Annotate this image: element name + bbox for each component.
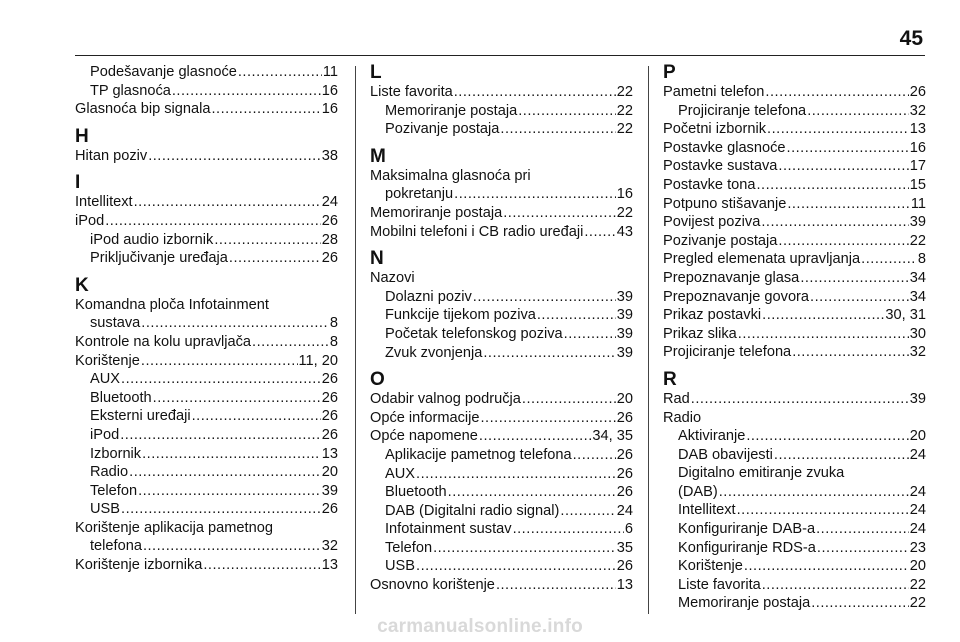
entry-page-ref: 11 <box>910 195 926 212</box>
entry-page-ref: 26 <box>616 446 633 463</box>
entry-text: Izbornik <box>90 445 142 462</box>
index-subentry <box>75 389 338 408</box>
leader-dots <box>500 120 615 139</box>
entry-page-ref: 26 <box>321 212 338 229</box>
entry-page-ref: 39 <box>616 307 633 324</box>
entry-page-ref: 26 <box>909 84 926 100</box>
index-subentry <box>75 370 338 389</box>
index-entry-heading: Digitalno emitiranje zvuka <box>678 465 845 482</box>
leader-dots <box>762 306 884 325</box>
entry-page-ref: 43 <box>616 223 633 240</box>
index-column-2 <box>370 63 633 595</box>
index-entry <box>663 269 926 288</box>
entry-text: Opće informacije <box>370 409 480 426</box>
entry-page-ref: 32 <box>909 344 926 361</box>
entry-page-ref: 16 <box>616 186 633 203</box>
index-subentry <box>663 594 926 613</box>
leader-dots <box>757 176 909 195</box>
watermark: carmanualsonline.info <box>377 616 583 637</box>
leader-dots <box>252 333 329 352</box>
leader-dots <box>762 576 909 595</box>
column-divider <box>648 66 649 614</box>
index-subentry <box>370 185 633 204</box>
entry-page-ref: 26 <box>321 501 338 518</box>
index-entry <box>663 232 926 251</box>
leader-dots <box>787 139 909 158</box>
index-subentry <box>370 446 633 465</box>
leader-dots <box>584 223 615 242</box>
leader-dots <box>792 343 909 362</box>
leader-dots <box>719 483 909 502</box>
entry-page-ref: 30, 31 <box>885 307 926 324</box>
entry-text: sustava <box>90 315 141 332</box>
entry-text: Pozivanje postaja <box>385 121 500 138</box>
leader-dots <box>143 537 321 556</box>
leader-dots <box>787 195 910 214</box>
index-subentry <box>663 520 926 539</box>
index-entry-heading: Maksimalna glasnoća pri <box>370 167 531 184</box>
leader-dots <box>573 446 616 465</box>
leader-dots <box>817 539 909 558</box>
index-subentry <box>663 501 926 520</box>
entry-text: USB <box>385 558 416 575</box>
index-letter-heading: R <box>663 368 677 390</box>
leader-dots <box>737 501 909 520</box>
entry-text: Pregled elemenata upravljanja <box>663 251 861 268</box>
leader-dots <box>537 306 616 325</box>
entry-page-ref: 23 <box>909 539 926 556</box>
entry-text: iPod <box>75 212 105 229</box>
entry-page-ref: 39 <box>909 390 926 407</box>
index-subentry <box>75 63 338 82</box>
entry-page-ref: 22 <box>909 576 926 593</box>
leader-dots <box>816 520 909 539</box>
leader-dots <box>518 102 616 121</box>
index-entry <box>663 157 926 176</box>
index-subentry <box>370 465 633 484</box>
entry-page-ref: 22 <box>909 595 926 612</box>
entry-text: Kontrole na kolu upravljača <box>75 333 252 350</box>
entry-text: Aplikacije pametnog telefona <box>385 446 572 463</box>
header-rule <box>75 55 925 56</box>
entry-text: Korištenje <box>678 558 743 575</box>
index-entry <box>75 212 338 231</box>
entry-page-ref: 39 <box>909 214 926 231</box>
leader-dots <box>433 539 616 558</box>
entry-text: Rad <box>663 390 690 407</box>
entry-text: Konfiguriranje DAB-a <box>678 521 816 538</box>
page-number: 45 <box>899 27 923 50</box>
index-subentry <box>370 306 633 325</box>
index-entry <box>75 333 338 352</box>
index-entry <box>663 139 926 158</box>
index-entry <box>663 250 926 269</box>
index-subentry <box>75 407 338 426</box>
leader-dots <box>134 193 321 212</box>
entry-text: Korištenje izbornika <box>75 557 203 574</box>
entry-text: Opće napomene <box>370 428 478 445</box>
entry-text: Povijest poziva <box>663 214 761 231</box>
leader-dots <box>120 426 321 445</box>
leader-dots <box>774 446 909 465</box>
index-entry <box>663 288 926 307</box>
entry-text: Prepoznavanje glasa <box>663 269 800 286</box>
entry-page-ref: 20 <box>909 428 926 445</box>
index-subentry <box>75 482 338 501</box>
index-column-3 <box>663 63 926 613</box>
index-subentry <box>75 463 338 482</box>
index-subentry <box>663 539 926 558</box>
entry-text: (DAB) <box>678 483 718 500</box>
leader-dots <box>810 288 909 307</box>
entry-text: Dolazni poziv <box>385 288 472 305</box>
leader-dots <box>211 100 320 119</box>
leader-dots <box>746 427 908 446</box>
entry-page-ref: 26 <box>321 426 338 443</box>
index-subentry <box>370 120 633 139</box>
entry-text: AUX <box>90 371 121 388</box>
index-entry <box>663 325 926 344</box>
entry-text: Prikaz postavki <box>663 307 762 324</box>
leader-dots <box>479 427 592 446</box>
leader-dots <box>811 594 909 613</box>
index-entry <box>75 556 338 575</box>
entry-page-ref: 22 <box>616 204 633 221</box>
entry-text: Prikaz slika <box>663 325 737 342</box>
leader-dots <box>738 325 909 344</box>
leader-dots <box>454 185 616 204</box>
entry-page-ref: 24 <box>909 502 926 519</box>
entry-page-ref: 17 <box>909 158 926 175</box>
entry-text: Postavke tona <box>663 176 756 193</box>
entry-text: Radio <box>90 464 129 481</box>
leader-dots <box>744 557 909 576</box>
entry-text: Priključivanje uređaja <box>90 250 228 267</box>
entry-text: USB <box>90 501 121 518</box>
leader-dots <box>192 407 321 426</box>
leader-dots <box>416 465 616 484</box>
entry-text: Pametni telefon <box>663 84 765 100</box>
entry-page-ref: 20 <box>616 391 633 408</box>
leader-dots <box>765 83 908 102</box>
entry-page-ref: 26 <box>616 409 633 426</box>
entry-page-ref: 26 <box>321 371 338 388</box>
entry-page-ref: 28 <box>321 231 338 248</box>
entry-page-ref: 20 <box>909 558 926 575</box>
entry-text: telefona <box>90 538 142 555</box>
entry-text: DAB (Digitalni radio signal) <box>385 502 560 519</box>
leader-dots <box>214 231 320 250</box>
entry-page-ref: 8 <box>329 333 338 350</box>
entry-text: Pozivanje postaja <box>663 232 778 249</box>
entry-text: Bluetooth <box>90 389 152 406</box>
entry-page-ref: 26 <box>616 465 633 482</box>
index-subentry <box>663 102 926 121</box>
leader-dots <box>141 352 298 371</box>
leader-dots <box>473 288 616 307</box>
entry-text: Konfiguriranje RDS-a <box>678 539 816 556</box>
entry-page-ref: 35 <box>616 539 633 556</box>
index-letter-heading: H <box>75 125 89 147</box>
entry-page-ref: 22 <box>616 121 633 138</box>
entry-page-ref: 24 <box>909 483 926 500</box>
entry-text: TP glasnoća <box>90 82 171 99</box>
leader-dots <box>800 269 908 288</box>
leader-dots <box>767 120 909 139</box>
entry-page-ref: 16 <box>321 82 338 99</box>
entry-text: Osnovno korištenje <box>370 577 495 594</box>
leader-dots <box>454 83 616 102</box>
entry-page-ref: 11, 20 <box>298 352 338 369</box>
entry-text: Telefon <box>385 539 433 556</box>
entry-text: Aktiviranje <box>678 428 746 445</box>
index-entry-heading: Komandna ploča Infotainment <box>75 296 269 313</box>
entry-page-ref: 20 <box>321 464 338 481</box>
index-entry <box>370 83 633 102</box>
index-entry <box>663 120 926 139</box>
index-subentry <box>370 325 633 344</box>
entry-page-ref: 26 <box>321 389 338 406</box>
leader-dots <box>861 250 917 269</box>
entry-page-ref: 26 <box>321 408 338 425</box>
index-entry <box>75 100 338 119</box>
index-entry-heading: Korištenje aplikacija pametnog <box>75 519 273 536</box>
entry-page-ref: 16 <box>321 101 338 118</box>
index-subentry <box>663 427 926 446</box>
index-entry <box>663 390 926 409</box>
entry-text: Funkcije tijekom poziva <box>385 307 536 324</box>
index-letter-heading: P <box>663 62 676 83</box>
entry-page-ref: 13 <box>909 121 926 138</box>
index-subentry <box>75 537 338 556</box>
leader-dots <box>522 390 616 409</box>
index-subentry <box>663 576 926 595</box>
entry-page-ref: 39 <box>616 288 633 305</box>
entry-text: Intellitext <box>75 194 133 211</box>
entry-page-ref: 22 <box>909 232 926 249</box>
index-column-1 <box>75 63 338 575</box>
leader-dots <box>229 249 321 268</box>
entry-text: Odabir valnog područja <box>370 391 521 408</box>
leader-dots <box>121 370 321 389</box>
leader-dots <box>203 556 320 575</box>
index-subentry <box>663 446 926 465</box>
index-subentry <box>75 249 338 268</box>
index-subentry <box>370 344 633 363</box>
index-entry-heading: Nazovi <box>370 270 415 287</box>
leader-dots <box>148 147 321 166</box>
leader-dots <box>778 157 908 176</box>
entry-page-ref: 24 <box>321 194 338 211</box>
index-entry <box>663 83 926 102</box>
index-entry <box>370 390 633 409</box>
index-subentry <box>75 445 338 464</box>
index-subentry <box>75 231 338 250</box>
entry-page-ref: 34 <box>909 288 926 305</box>
index-subentry <box>75 426 338 445</box>
entry-page-ref: 8 <box>917 251 926 268</box>
entry-page-ref: 32 <box>909 102 926 119</box>
entry-text: Memoriranje postaja <box>370 204 503 221</box>
entry-text: Podešavanje glasnoće <box>90 64 237 80</box>
entry-page-ref: 26 <box>616 558 633 575</box>
index-subentry <box>75 82 338 101</box>
index-subentry <box>370 288 633 307</box>
entry-text: Projiciranje telefona <box>663 344 792 361</box>
index-entry <box>663 306 926 325</box>
entry-text: Memoriranje postaja <box>385 102 518 119</box>
leader-dots <box>560 502 615 521</box>
leader-dots <box>105 212 321 231</box>
index-entry-heading: Radio <box>663 409 702 426</box>
index-entry <box>370 223 633 242</box>
entry-page-ref: 22 <box>616 84 633 100</box>
leader-dots <box>513 520 624 539</box>
index-entry <box>663 195 926 214</box>
index-entry <box>663 176 926 195</box>
entry-text: Intellitext <box>678 502 736 519</box>
leader-dots <box>807 102 909 121</box>
entry-text: Bluetooth <box>385 484 447 501</box>
index-subentry <box>75 314 338 333</box>
index-entry <box>663 213 926 232</box>
entry-text: pokretanju <box>385 186 454 203</box>
index-letter-heading: O <box>370 369 385 391</box>
entry-text: iPod audio izbornik <box>90 231 214 248</box>
entry-text: Projiciranje telefona <box>678 102 807 119</box>
index-entry <box>75 352 338 371</box>
leader-dots <box>138 482 321 501</box>
leader-dots <box>564 325 616 344</box>
index-subentry <box>370 483 633 502</box>
leader-dots <box>448 483 616 502</box>
entry-page-ref: 38 <box>321 147 338 164</box>
leader-dots <box>503 204 616 223</box>
entry-text: Eksterni uređaji <box>90 408 191 425</box>
entry-page-ref: 39 <box>616 325 633 342</box>
column-divider <box>355 66 356 614</box>
entry-text: iPod <box>90 426 120 443</box>
entry-text: Početak telefonskog poziva <box>385 325 563 342</box>
leader-dots <box>416 557 616 576</box>
entry-text: Korištenje <box>75 352 140 369</box>
index-letter-heading: I <box>75 172 81 194</box>
index-entry <box>370 427 633 446</box>
leader-dots <box>129 463 321 482</box>
index-subentry <box>370 502 633 521</box>
leader-dots <box>142 445 321 464</box>
index-subentry <box>370 520 633 539</box>
entry-text: DAB obavijesti <box>678 446 773 463</box>
entry-page-ref: 13 <box>616 577 633 594</box>
leader-dots <box>481 409 616 428</box>
entry-page-ref: 13 <box>321 445 338 462</box>
entry-text: Liste favorita <box>678 576 761 593</box>
entry-text: Infotainment sustav <box>385 521 512 538</box>
entry-page-ref: 39 <box>616 344 633 361</box>
entry-text: Zvuk zvonjenja <box>385 344 483 361</box>
entry-page-ref: 26 <box>321 250 338 267</box>
entry-page-ref: 8 <box>329 315 338 332</box>
index-subentry <box>663 483 926 502</box>
entry-text: Hitan poziv <box>75 147 148 164</box>
leader-dots <box>483 344 615 363</box>
leader-dots <box>141 314 329 333</box>
entry-page-ref: 6 <box>624 521 633 538</box>
entry-page-ref: 13 <box>321 557 338 574</box>
entry-page-ref: 26 <box>616 484 633 501</box>
entry-text: AUX <box>385 465 416 482</box>
leader-dots <box>778 232 908 251</box>
index-letter-heading: M <box>370 145 386 167</box>
index-letter-heading: N <box>370 248 384 270</box>
entry-text: Početni izbornik <box>663 121 767 138</box>
entry-text: Memoriranje postaja <box>678 595 811 612</box>
leader-dots <box>121 500 321 519</box>
entry-page-ref: 24 <box>909 521 926 538</box>
entry-page-ref: 22 <box>616 102 633 119</box>
entry-page-ref: 32 <box>321 538 338 555</box>
leader-dots <box>496 576 616 595</box>
leader-dots <box>172 82 321 101</box>
entry-text: Mobilni telefoni i CB radio uređaji <box>370 223 584 240</box>
index-subentry <box>370 102 633 121</box>
leader-dots <box>153 389 321 408</box>
index-letter-heading: L <box>370 62 382 83</box>
entry-text: Postavke glasnoće <box>663 139 786 156</box>
index-entry <box>75 147 338 166</box>
index-entry <box>663 343 926 362</box>
entry-page-ref: 24 <box>616 502 633 519</box>
entry-text: Postavke sustava <box>663 158 778 175</box>
entry-page-ref: 24 <box>909 446 926 463</box>
entry-page-ref: 15 <box>909 176 926 193</box>
entry-page-ref: 30 <box>909 325 926 342</box>
index-subentry <box>370 557 633 576</box>
leader-dots <box>761 213 908 232</box>
entry-page-ref: 39 <box>321 482 338 499</box>
index-entry <box>370 409 633 428</box>
leader-dots <box>691 390 909 409</box>
index-letter-heading: K <box>75 274 89 296</box>
entry-page-ref: 11 <box>322 64 338 80</box>
index-entry <box>75 193 338 212</box>
index-entry <box>370 576 633 595</box>
entry-page-ref: 34 <box>909 269 926 286</box>
index-subentry <box>75 500 338 519</box>
entry-text: Glasnoća bip signala <box>75 101 211 118</box>
index-entry <box>370 204 633 223</box>
index-subentry <box>370 539 633 558</box>
entry-text: Telefon <box>90 482 138 499</box>
entry-page-ref: 16 <box>909 139 926 156</box>
entry-text: Prepoznavanje govora <box>663 288 810 305</box>
leader-dots <box>238 63 322 82</box>
entry-text: Liste favorita <box>370 84 453 100</box>
entry-text: Potpuno stišavanje <box>663 195 787 212</box>
entry-page-ref: 34, 35 <box>592 428 633 445</box>
index-subentry <box>663 557 926 576</box>
